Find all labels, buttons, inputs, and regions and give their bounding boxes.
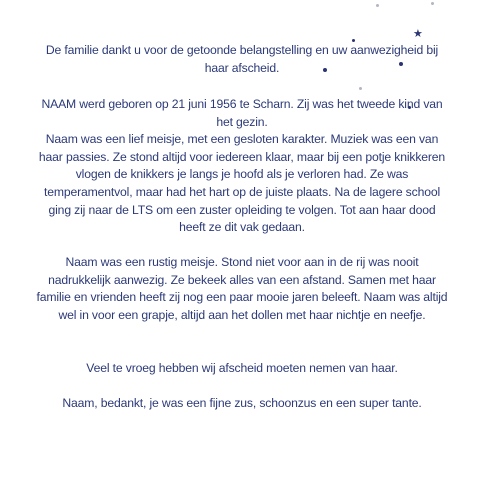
farewell-line: Veel te vroeg hebben wij afscheid moeten nemen van haar. bbox=[86, 361, 398, 375]
closing-line: Naam, bedankt, je was een fijne zus, schoonzus en een super tante. bbox=[62, 396, 422, 410]
biography-paragraph: NAAM werd geboren op 21 juni 1956 te Scharn. Zij was het tweede kind van het gezin. Naam was een lief meisje, met een gesloten karakter. Muziek was een van haar passies. Ze stond altijd voor iedereen klaar, maar bij een potje knikkeren vlogen de knikkers je langs je hoofd als je verloren had. Ze was temperamentvol, maar had het hart op de juiste plaats. Na de lagere school ging zij naar de LTS om een zuster opleiding te volgen. Tot aan haar dood heeft ze dit vak gedaan. bbox=[38, 97, 446, 235]
star-icon: ★ bbox=[413, 28, 423, 40]
character-paragraph: Naam was een rustig meisje. Stond niet voor aan in de rij was nooit nadrukkelijk aanwezig. Ze bekeek alles van een afstand. Samen met haar familie en vrienden heeft zij nog een paar mooie jaren beleeft. Naam was altijd wel in voor een grapje, altijd aan het dollen met haar nichtje en neefje. bbox=[36, 255, 448, 322]
confetti-dot-icon bbox=[431, 2, 434, 5]
thank-you-paragraph: De familie dankt u voor de getoonde belangstelling en uw aanwezigheid bij haar afscheid. bbox=[45, 43, 439, 75]
confetti-dot-icon bbox=[359, 87, 362, 90]
confetti-dot-icon bbox=[376, 4, 379, 7]
